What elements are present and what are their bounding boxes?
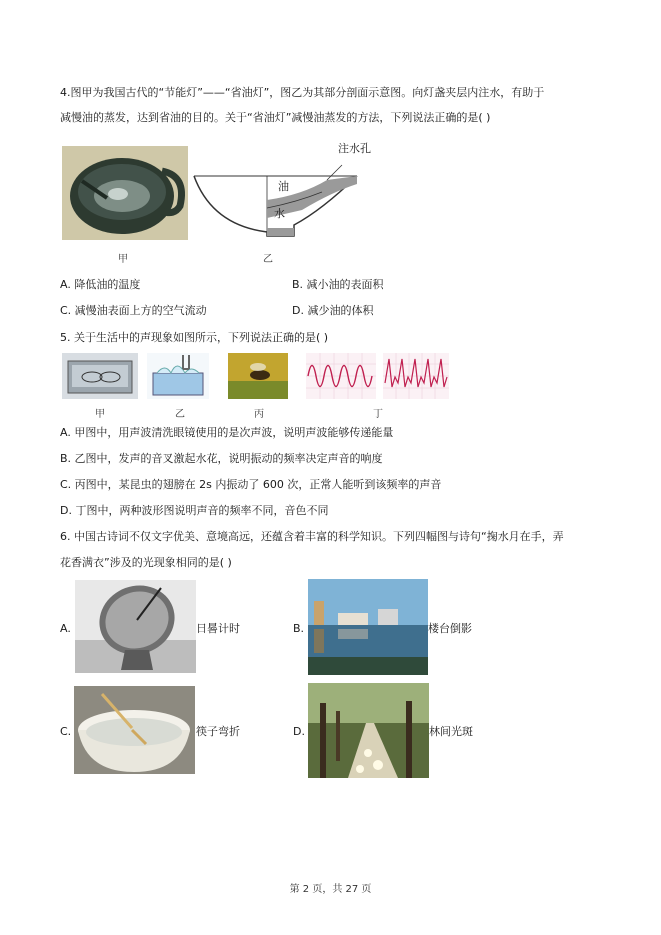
caption-q5-ding: 丁 bbox=[373, 409, 383, 420]
caption-q5-yi: 乙 bbox=[175, 409, 185, 420]
q5-stem: 5. 关于生活中的声现象如图所示，下列说法正确的是( ) bbox=[60, 331, 329, 344]
q4-stem-line2: 减慢油的蒸发，达到省油的目的。关于“省油灯”减慢油蒸发的方法，下列说法正确的是( ) bbox=[60, 111, 491, 124]
label-oil: 油 bbox=[278, 180, 289, 193]
q4-option-c[interactable]: C. 减慢油表面上方的空气流动 bbox=[60, 304, 207, 317]
q6-option-b-letter[interactable]: B. bbox=[293, 622, 305, 635]
q4-option-a[interactable]: A. 降低油的温度 bbox=[60, 278, 141, 291]
oil-lamp-photo bbox=[62, 146, 188, 240]
page-footer: 第 2 页，共 27 页 bbox=[289, 884, 372, 895]
q5-option-b[interactable]: B. 乙图中，发声的音叉激起水花，说明振动的频率决定声音的响度 bbox=[60, 452, 383, 465]
caption-q5-jia: 甲 bbox=[95, 409, 105, 420]
caption-q5-bing: 丙 bbox=[254, 409, 264, 420]
q6-stem-line1: 6. 中国古诗词不仅文字优美、意境高远，还蕴含着丰富的科学知识。下列四幅图与诗句“掬水月在手，弄 bbox=[60, 530, 564, 543]
q4-option-d[interactable]: D. 减少油的体积 bbox=[292, 304, 374, 317]
q5-option-d[interactable]: D. 丁图中，两种波形图说明声音的频率不同，音色不同 bbox=[60, 504, 329, 517]
ultrasonic-cleaner-photo bbox=[62, 353, 138, 399]
q6-option-c-text: 筷子弯折 bbox=[196, 725, 240, 738]
q6-option-c-letter[interactable]: C. bbox=[60, 725, 72, 738]
caption-yi: 乙 bbox=[263, 254, 273, 265]
chopstick-in-bowl-photo bbox=[74, 686, 195, 774]
q5-option-c[interactable]: C. 丙图中，某昆虫的翅膀在 2s 内振动了 600 次，正常人能听到该频率的声音 bbox=[60, 478, 442, 491]
tower-reflection-photo bbox=[308, 579, 428, 675]
label-water: 水 bbox=[274, 207, 285, 220]
waveform-graph-1 bbox=[306, 353, 376, 399]
waveform-graph-2 bbox=[383, 353, 449, 399]
q6-option-a-text: 日晷计时 bbox=[196, 622, 240, 635]
forest-light-spots-photo bbox=[308, 683, 429, 778]
q5-option-a[interactable]: A. 甲图中，用声波清洗眼镜使用的是次声波，说明声波能够传递能量 bbox=[60, 426, 394, 439]
q4-option-b[interactable]: B. 减小油的表面积 bbox=[292, 278, 384, 291]
caption-jia: 甲 bbox=[118, 254, 128, 265]
q6-option-b-text: 楼台倒影 bbox=[428, 622, 472, 635]
tuning-fork-water-photo bbox=[147, 353, 209, 399]
q6-option-d-letter[interactable]: D. bbox=[293, 725, 305, 738]
label-water-inlet: 注水孔 bbox=[338, 142, 371, 155]
q6-option-d-text: 林间光斑 bbox=[429, 725, 473, 738]
q4-stem-line1: 4.图甲为我国古代的“节能灯”——“省油灯”，图乙为其部分剖面示意图。向灯盏夹层内注水，有助于 bbox=[60, 86, 545, 99]
lamp-cross-section-diagram bbox=[192, 140, 417, 240]
sundial-photo bbox=[75, 580, 196, 673]
q6-option-a-letter[interactable]: A. bbox=[60, 622, 71, 635]
bee-photo bbox=[228, 353, 288, 399]
q6-stem-line2: 花香满衣”涉及的光现象相同的是( ) bbox=[60, 556, 232, 569]
